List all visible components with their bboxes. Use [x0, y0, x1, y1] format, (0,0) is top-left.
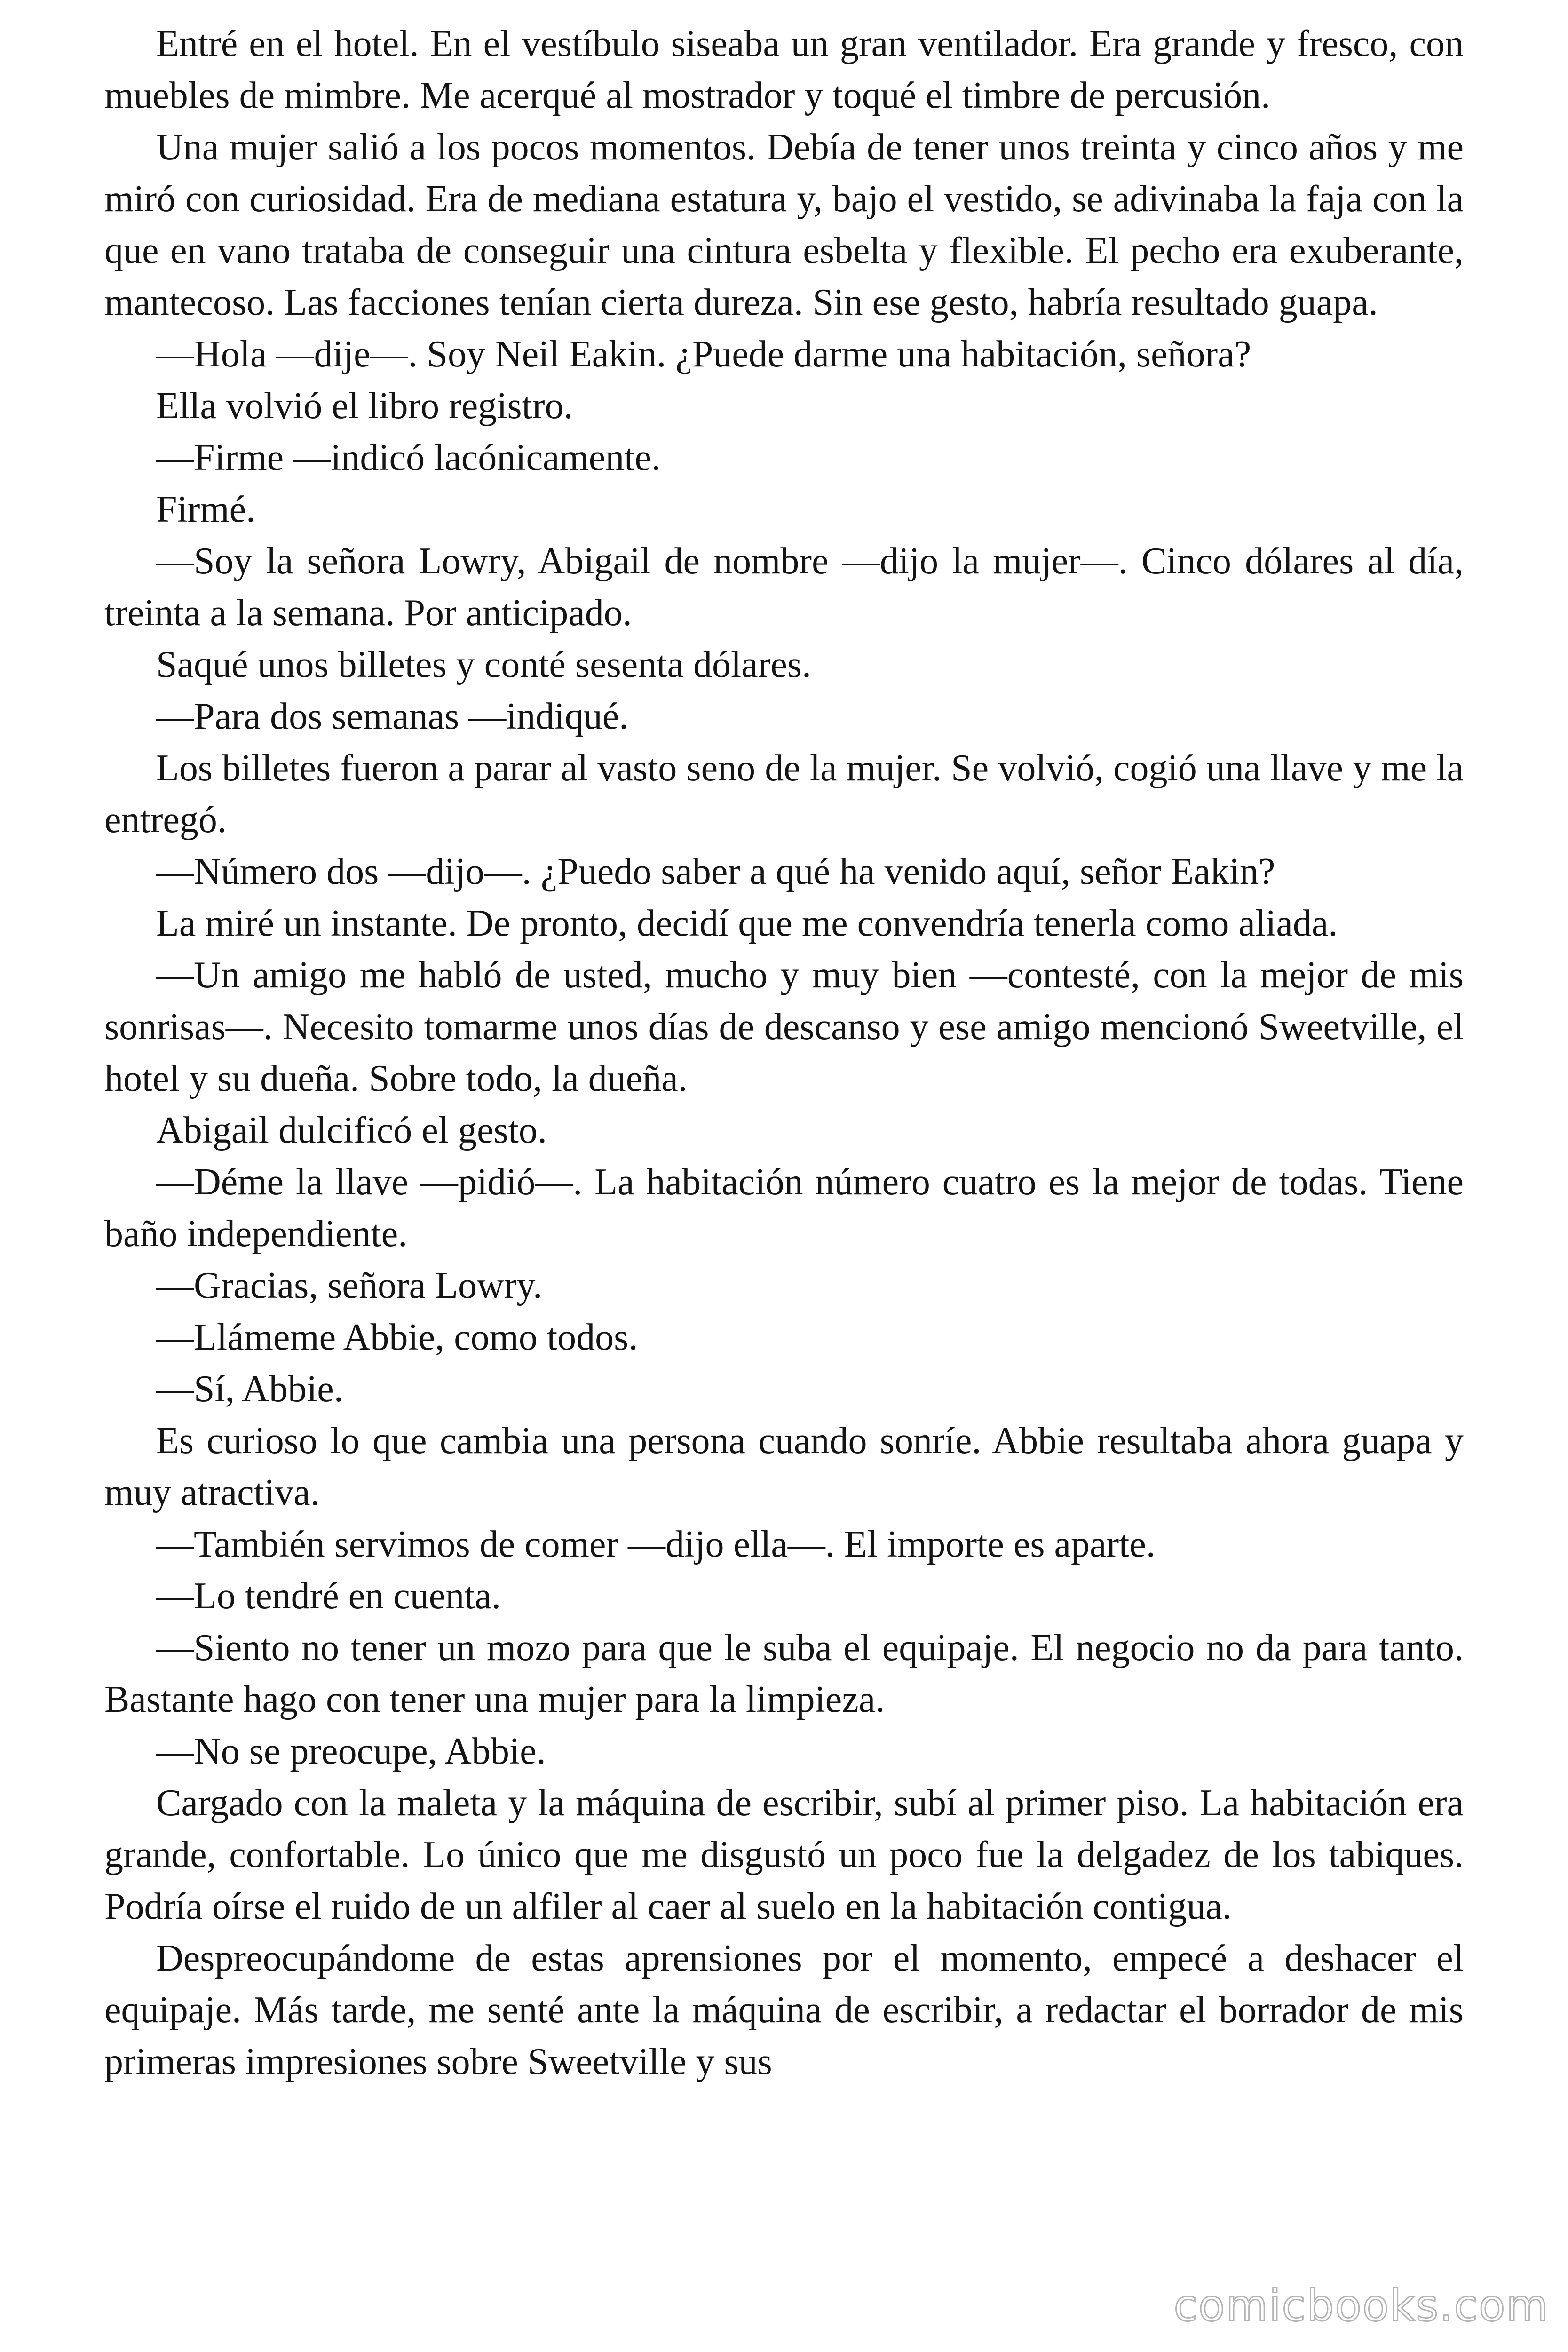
- paragraph: —Para dos semanas —indiqué.: [156, 696, 629, 737]
- paragraph: —También servimos de comer —dijo ella—. El importe es aparte.: [156, 1524, 1156, 1565]
- paragraph: Cargado con la maleta y la máquina de escribir, subí al primer piso. La habitación era grande, confortable. Lo único que me disgustó un poco fue la delgadez de los tabiques. Podría oírse el ruido de un alfiler al caer al suelo en la habitación contigua.: [104, 1782, 1464, 1927]
- paragraph: —Número dos —dijo—. ¿Puedo saber a qué ha venido aquí, señor Eakin?: [156, 851, 1275, 892]
- paragraph: Abigail dulcificó el gesto.: [156, 1110, 547, 1151]
- paragraph: —Sí, Abbie.: [156, 1368, 343, 1410]
- paragraph: Entré en el hotel. En el vestíbulo siseaba un gran ventilador. Era grande y fresco, con muebles de mimbre. Me acerqué al mostrador y toqué el timbre de percusión.: [104, 23, 1464, 116]
- paragraph: La miré un instante. De pronto, decidí que me convendría tenerla como aliada.: [156, 903, 1338, 944]
- paragraph: —Lo tendré en cuenta.: [156, 1575, 501, 1617]
- paragraph: —Déme la llave —pidió—. La habitación número cuatro es la mejor de todas. Tiene baño independiente.: [104, 1161, 1464, 1255]
- paragraph: Ella volvió el libro registro.: [156, 385, 573, 427]
- paragraph: Firmé.: [156, 489, 256, 530]
- paragraph: Despreocupándome de estas aprensiones por el momento, empecé a deshacer el equipaje. Más tarde, me senté ante la máquina de escribir, a redactar el borrador de mis primeras impresiones sobre Sweetville y sus: [104, 1938, 1464, 2082]
- paragraph: Una mujer salió a los pocos momentos. Debía de tener unos treinta y cinco años y me miró con curiosidad. Era de mediana estatura y, bajo el vestido, se adivinaba la faja con la que en vano trataba de conseguir una cintura esbelta y flexible. El pecho era exuberante, mantecoso. Las facciones tenían cierta dureza. Sin ese gesto, habría resultado guapa.: [104, 127, 1464, 323]
- paragraph: —Firme —indicó lacónicamente.: [156, 437, 661, 478]
- paragraph: —No se preocupe, Abbie.: [156, 1731, 546, 1772]
- paragraph: —Un amigo me habló de usted, mucho y muy bien —contesté, con la mejor de mis sonrisas—. Necesito tomarme unos días de descanso y ese amigo mencionó Sweetville, el hotel y su dueña. Sobre todo, la dueña.: [104, 954, 1464, 1099]
- paragraph: —Soy la señora Lowry, Abigail de nombre —dijo la mujer—. Cinco dólares al día, treinta a la semana. Por anticipado.: [104, 540, 1464, 634]
- paragraph: —Llámeme Abbie, como todos.: [156, 1317, 638, 1358]
- paragraph: Saqué unos billetes y conté sesenta dólares.: [156, 644, 811, 685]
- page-text: [104, 18, 1464, 2088]
- paragraph: —Siento no tener un mozo para que le suba el equipaje. El negocio no da para tanto. Bastante hago con tener una mujer para la limpieza.: [104, 1627, 1464, 1720]
- paragraph: Es curioso lo que cambia una persona cuando sonríe. Abbie resultaba ahora guapa y muy atractiva.: [104, 1420, 1464, 1513]
- watermark: comicbooks.com: [1173, 2280, 1549, 2331]
- paragraph: —Hola —dije—. Soy Neil Eakin. ¿Puede darme una habitación, señora?: [156, 334, 1251, 375]
- paragraph: Los billetes fueron a parar al vasto seno de la mujer. Se volvió, cogió una llave y me la entregó.: [104, 747, 1464, 841]
- paragraph: —Gracias, señora Lowry.: [156, 1265, 543, 1306]
